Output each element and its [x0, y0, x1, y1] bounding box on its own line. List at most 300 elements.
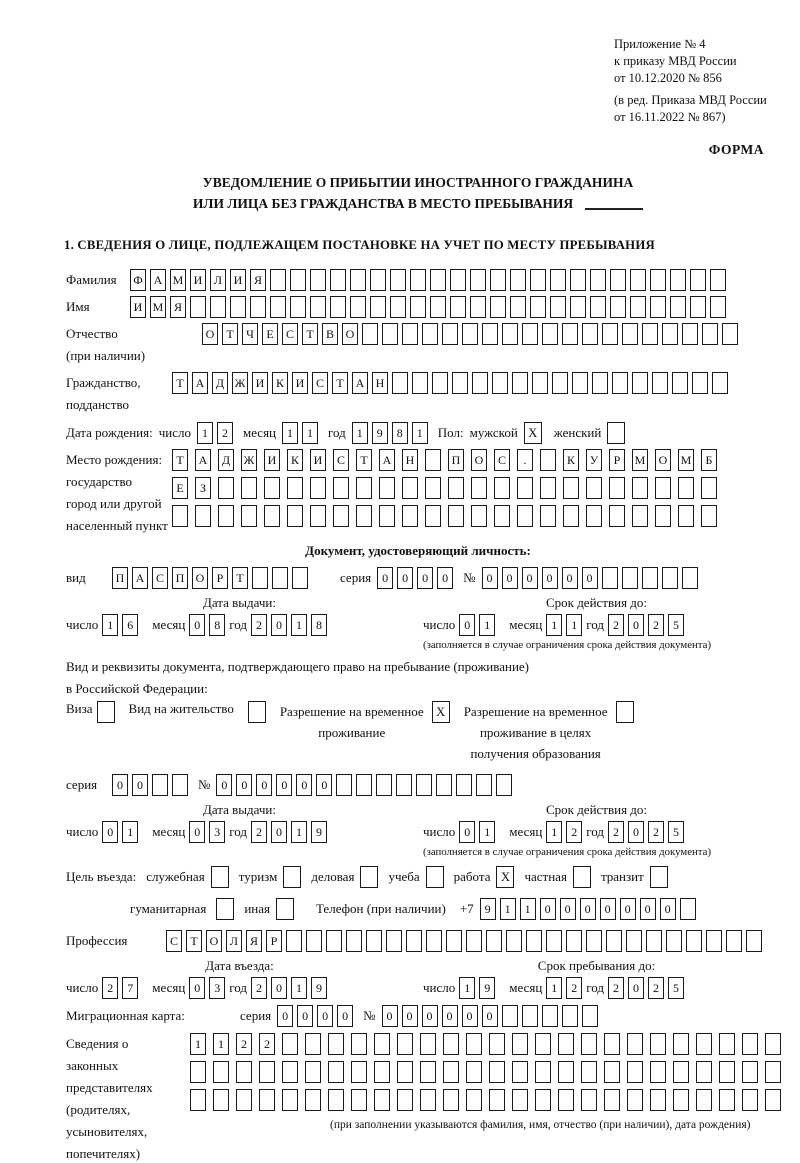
char-cell[interactable] — [535, 1061, 551, 1083]
char-cell[interactable] — [486, 930, 502, 952]
char-cell[interactable]: М — [150, 296, 166, 318]
char-cell[interactable] — [652, 372, 668, 394]
char-cell[interactable]: Т — [172, 372, 188, 394]
char-cell[interactable]: Ж — [232, 372, 248, 394]
purpose-work-checkbox[interactable]: X — [496, 866, 514, 888]
char-cell[interactable] — [602, 323, 618, 345]
char-cell[interactable]: З — [195, 477, 211, 499]
char-cell[interactable]: 1 — [546, 977, 562, 999]
char-cell[interactable] — [482, 323, 498, 345]
char-cell[interactable] — [570, 269, 586, 291]
char-cell[interactable] — [328, 1033, 344, 1055]
char-cell[interactable] — [570, 296, 586, 318]
char-cell[interactable]: 1 — [479, 821, 495, 843]
char-cell[interactable] — [351, 1033, 367, 1055]
char-cell[interactable] — [719, 1089, 735, 1111]
char-cell[interactable]: 0 — [236, 774, 252, 796]
char-cell[interactable]: . — [517, 449, 533, 471]
char-cell[interactable]: Н — [402, 449, 418, 471]
char-cell[interactable]: Д — [218, 449, 234, 471]
char-cell[interactable] — [662, 567, 678, 589]
char-cell[interactable] — [416, 774, 432, 796]
char-cell[interactable] — [765, 1061, 781, 1083]
char-cell[interactable] — [195, 505, 211, 527]
char-cell[interactable] — [306, 930, 322, 952]
char-cell[interactable] — [586, 505, 602, 527]
char-cell[interactable] — [282, 1061, 298, 1083]
char-cell[interactable] — [542, 323, 558, 345]
char-cell[interactable] — [765, 1089, 781, 1111]
char-cell[interactable]: 1 — [102, 614, 118, 636]
char-cell[interactable]: И — [252, 372, 268, 394]
char-cell[interactable] — [374, 1089, 390, 1111]
char-cell[interactable]: 2 — [251, 821, 267, 843]
purpose-official-checkbox[interactable] — [211, 866, 229, 888]
char-cell[interactable] — [586, 477, 602, 499]
char-cell[interactable] — [259, 1089, 275, 1111]
char-cell[interactable] — [282, 1033, 298, 1055]
char-cell[interactable] — [386, 930, 402, 952]
char-cell[interactable]: М — [170, 269, 186, 291]
char-cell[interactable] — [330, 296, 346, 318]
char-cell[interactable] — [264, 505, 280, 527]
char-cell[interactable] — [586, 930, 602, 952]
char-cell[interactable] — [351, 1061, 367, 1083]
char-cell[interactable]: 2 — [566, 977, 582, 999]
char-cell[interactable] — [690, 269, 706, 291]
char-cell[interactable]: И — [130, 296, 146, 318]
char-cell[interactable]: 2 — [648, 614, 664, 636]
char-cell[interactable]: 2 — [102, 977, 118, 999]
char-cell[interactable]: О — [202, 323, 218, 345]
char-cell[interactable]: 1 — [546, 614, 562, 636]
char-cell[interactable] — [402, 505, 418, 527]
char-cell[interactable]: Я — [170, 296, 186, 318]
purpose-private-checkbox[interactable] — [573, 866, 591, 888]
char-cell[interactable]: Ф — [130, 269, 146, 291]
char-cell[interactable] — [471, 477, 487, 499]
char-cell[interactable]: С — [312, 372, 328, 394]
char-cell[interactable] — [397, 1033, 413, 1055]
char-cell[interactable] — [701, 477, 717, 499]
char-cell[interactable] — [696, 1089, 712, 1111]
temp-residence-checkbox[interactable]: X — [432, 701, 450, 723]
char-cell[interactable]: 0 — [296, 774, 312, 796]
char-cell[interactable] — [696, 1061, 712, 1083]
char-cell[interactable]: 0 — [459, 821, 475, 843]
char-cell[interactable] — [546, 930, 562, 952]
char-cell[interactable]: Я — [250, 269, 266, 291]
char-cell[interactable]: 1 — [291, 977, 307, 999]
char-cell[interactable] — [152, 774, 168, 796]
char-cell[interactable] — [655, 505, 671, 527]
char-cell[interactable] — [662, 323, 678, 345]
char-cell[interactable] — [517, 505, 533, 527]
char-cell[interactable] — [392, 372, 408, 394]
char-cell[interactable]: 9 — [479, 977, 495, 999]
char-cell[interactable] — [402, 323, 418, 345]
char-cell[interactable] — [592, 372, 608, 394]
char-cell[interactable] — [627, 1089, 643, 1111]
char-cell[interactable] — [410, 296, 426, 318]
char-cell[interactable] — [472, 372, 488, 394]
char-cell[interactable]: 1 — [213, 1033, 229, 1055]
char-cell[interactable] — [540, 449, 556, 471]
char-cell[interactable] — [701, 505, 717, 527]
char-cell[interactable] — [632, 372, 648, 394]
char-cell[interactable] — [412, 372, 428, 394]
char-cell[interactable] — [706, 930, 722, 952]
char-cell[interactable] — [510, 269, 526, 291]
char-cell[interactable] — [696, 1033, 712, 1055]
char-cell[interactable] — [650, 269, 666, 291]
char-cell[interactable] — [287, 505, 303, 527]
char-cell[interactable] — [530, 269, 546, 291]
char-cell[interactable]: 1 — [479, 614, 495, 636]
char-cell[interactable] — [382, 323, 398, 345]
sex-female-checkbox[interactable] — [607, 422, 625, 444]
char-cell[interactable] — [510, 296, 526, 318]
char-cell[interactable]: Л — [210, 269, 226, 291]
char-cell[interactable] — [190, 296, 206, 318]
char-cell[interactable]: Т — [172, 449, 188, 471]
purpose-study-checkbox[interactable] — [426, 866, 444, 888]
char-cell[interactable] — [218, 477, 234, 499]
char-cell[interactable] — [712, 372, 728, 394]
char-cell[interactable]: 1 — [546, 821, 562, 843]
char-cell[interactable]: 0 — [459, 614, 475, 636]
char-cell[interactable] — [581, 1089, 597, 1111]
char-cell[interactable] — [370, 296, 386, 318]
char-cell[interactable] — [333, 505, 349, 527]
char-cell[interactable] — [562, 1005, 578, 1027]
char-cell[interactable] — [719, 1033, 735, 1055]
temp-residence-edu-checkbox[interactable] — [616, 701, 634, 723]
char-cell[interactable] — [522, 1005, 538, 1027]
char-cell[interactable]: 1 — [459, 977, 475, 999]
char-cell[interactable] — [259, 1061, 275, 1083]
char-cell[interactable]: 5 — [668, 821, 684, 843]
char-cell[interactable]: 2 — [648, 821, 664, 843]
char-cell[interactable] — [550, 269, 566, 291]
char-cell[interactable] — [632, 477, 648, 499]
char-cell[interactable]: 0 — [482, 1005, 498, 1027]
char-cell[interactable]: 0 — [271, 977, 287, 999]
char-cell[interactable]: 0 — [189, 821, 205, 843]
char-cell[interactable] — [610, 269, 626, 291]
char-cell[interactable]: 2 — [217, 422, 233, 444]
char-cell[interactable]: 9 — [311, 977, 327, 999]
char-cell[interactable]: 2 — [608, 821, 624, 843]
char-cell[interactable]: 0 — [316, 774, 332, 796]
char-cell[interactable]: 5 — [668, 614, 684, 636]
char-cell[interactable] — [328, 1089, 344, 1111]
char-cell[interactable] — [346, 930, 362, 952]
char-cell[interactable]: 0 — [442, 1005, 458, 1027]
char-cell[interactable]: О — [342, 323, 358, 345]
char-cell[interactable] — [326, 930, 342, 952]
char-cell[interactable] — [512, 1089, 528, 1111]
char-cell[interactable] — [350, 269, 366, 291]
char-cell[interactable] — [650, 1089, 666, 1111]
char-cell[interactable] — [540, 505, 556, 527]
char-cell[interactable] — [330, 269, 346, 291]
char-cell[interactable]: 3 — [209, 977, 225, 999]
char-cell[interactable]: 1 — [500, 898, 516, 920]
char-cell[interactable]: 0 — [189, 977, 205, 999]
char-cell[interactable] — [379, 477, 395, 499]
char-cell[interactable]: 0 — [542, 567, 558, 589]
char-cell[interactable] — [558, 1061, 574, 1083]
char-cell[interactable] — [678, 477, 694, 499]
char-cell[interactable] — [396, 774, 412, 796]
char-cell[interactable] — [622, 567, 638, 589]
char-cell[interactable] — [442, 323, 458, 345]
char-cell[interactable] — [366, 930, 382, 952]
char-cell[interactable]: 2 — [236, 1033, 252, 1055]
char-cell[interactable] — [602, 567, 618, 589]
char-cell[interactable] — [492, 372, 508, 394]
char-cell[interactable]: 0 — [417, 567, 433, 589]
char-cell[interactable]: Р — [212, 567, 228, 589]
char-cell[interactable] — [765, 1033, 781, 1055]
char-cell[interactable] — [270, 296, 286, 318]
char-cell[interactable]: В — [322, 323, 338, 345]
char-cell[interactable]: 0 — [628, 821, 644, 843]
char-cell[interactable] — [572, 372, 588, 394]
char-cell[interactable] — [622, 323, 638, 345]
char-cell[interactable] — [420, 1061, 436, 1083]
char-cell[interactable]: 0 — [102, 821, 118, 843]
char-cell[interactable] — [236, 1061, 252, 1083]
char-cell[interactable] — [422, 323, 438, 345]
char-cell[interactable] — [379, 505, 395, 527]
char-cell[interactable] — [609, 505, 625, 527]
char-cell[interactable] — [655, 477, 671, 499]
char-cell[interactable]: 1 — [291, 821, 307, 843]
char-cell[interactable] — [604, 1061, 620, 1083]
char-cell[interactable] — [590, 296, 606, 318]
char-cell[interactable] — [406, 930, 422, 952]
char-cell[interactable]: 0 — [522, 567, 538, 589]
char-cell[interactable]: Д — [212, 372, 228, 394]
char-cell[interactable] — [522, 323, 538, 345]
char-cell[interactable] — [466, 930, 482, 952]
char-cell[interactable] — [236, 1089, 252, 1111]
char-cell[interactable] — [512, 372, 528, 394]
char-cell[interactable]: И — [264, 449, 280, 471]
char-cell[interactable] — [582, 323, 598, 345]
char-cell[interactable]: П — [172, 567, 188, 589]
char-cell[interactable] — [452, 372, 468, 394]
char-cell[interactable]: К — [272, 372, 288, 394]
char-cell[interactable]: Т — [356, 449, 372, 471]
char-cell[interactable] — [626, 930, 642, 952]
char-cell[interactable]: 6 — [122, 614, 138, 636]
char-cell[interactable] — [374, 1061, 390, 1083]
char-cell[interactable] — [310, 505, 326, 527]
char-cell[interactable] — [430, 296, 446, 318]
char-cell[interactable] — [272, 567, 288, 589]
char-cell[interactable] — [446, 930, 462, 952]
char-cell[interactable]: С — [494, 449, 510, 471]
char-cell[interactable]: 0 — [482, 567, 498, 589]
char-cell[interactable]: 0 — [256, 774, 272, 796]
char-cell[interactable] — [252, 567, 268, 589]
char-cell[interactable]: 5 — [668, 977, 684, 999]
char-cell[interactable]: 9 — [372, 422, 388, 444]
char-cell[interactable] — [582, 1005, 598, 1027]
char-cell[interactable]: 2 — [608, 977, 624, 999]
char-cell[interactable] — [742, 1033, 758, 1055]
char-cell[interactable]: 0 — [271, 821, 287, 843]
char-cell[interactable] — [290, 269, 306, 291]
char-cell[interactable]: С — [152, 567, 168, 589]
char-cell[interactable] — [581, 1033, 597, 1055]
char-cell[interactable] — [646, 930, 662, 952]
char-cell[interactable] — [397, 1089, 413, 1111]
char-cell[interactable] — [328, 1061, 344, 1083]
char-cell[interactable]: И — [230, 269, 246, 291]
char-cell[interactable] — [470, 269, 486, 291]
char-cell[interactable]: А — [195, 449, 211, 471]
char-cell[interactable]: О — [655, 449, 671, 471]
char-cell[interactable] — [356, 477, 372, 499]
char-cell[interactable]: Р — [609, 449, 625, 471]
char-cell[interactable] — [420, 1089, 436, 1111]
char-cell[interactable]: 0 — [277, 1005, 293, 1027]
char-cell[interactable] — [550, 296, 566, 318]
char-cell[interactable] — [742, 1089, 758, 1111]
char-cell[interactable] — [476, 774, 492, 796]
char-cell[interactable]: Т — [186, 930, 202, 952]
char-cell[interactable] — [678, 505, 694, 527]
char-cell[interactable] — [535, 1033, 551, 1055]
char-cell[interactable] — [425, 505, 441, 527]
char-cell[interactable]: 1 — [291, 614, 307, 636]
char-cell[interactable]: 3 — [209, 821, 225, 843]
char-cell[interactable] — [287, 477, 303, 499]
char-cell[interactable] — [172, 774, 188, 796]
purpose-business-checkbox[interactable] — [360, 866, 378, 888]
char-cell[interactable] — [172, 505, 188, 527]
char-cell[interactable] — [436, 774, 452, 796]
char-cell[interactable] — [604, 1089, 620, 1111]
char-cell[interactable] — [517, 477, 533, 499]
char-cell[interactable]: 8 — [392, 422, 408, 444]
char-cell[interactable]: И — [190, 269, 206, 291]
char-cell[interactable] — [512, 1033, 528, 1055]
char-cell[interactable] — [292, 567, 308, 589]
char-cell[interactable] — [502, 1005, 518, 1027]
char-cell[interactable] — [609, 477, 625, 499]
char-cell[interactable] — [370, 269, 386, 291]
char-cell[interactable]: 2 — [259, 1033, 275, 1055]
char-cell[interactable]: К — [563, 449, 579, 471]
char-cell[interactable] — [526, 930, 542, 952]
char-cell[interactable] — [264, 477, 280, 499]
char-cell[interactable] — [680, 898, 696, 920]
char-cell[interactable] — [190, 1061, 206, 1083]
char-cell[interactable] — [650, 1061, 666, 1083]
char-cell[interactable] — [672, 372, 688, 394]
char-cell[interactable]: Е — [262, 323, 278, 345]
char-cell[interactable] — [496, 774, 512, 796]
char-cell[interactable] — [673, 1033, 689, 1055]
char-cell[interactable]: А — [132, 567, 148, 589]
char-cell[interactable] — [241, 477, 257, 499]
char-cell[interactable] — [462, 323, 478, 345]
char-cell[interactable]: 1 — [282, 422, 298, 444]
char-cell[interactable] — [627, 1033, 643, 1055]
char-cell[interactable] — [333, 477, 349, 499]
char-cell[interactable] — [610, 296, 626, 318]
char-cell[interactable] — [213, 1089, 229, 1111]
char-cell[interactable] — [563, 505, 579, 527]
char-cell[interactable]: 0 — [580, 898, 596, 920]
purpose-transit-checkbox[interactable] — [650, 866, 668, 888]
char-cell[interactable]: О — [192, 567, 208, 589]
char-cell[interactable]: Ч — [242, 323, 258, 345]
char-cell[interactable]: 7 — [122, 977, 138, 999]
char-cell[interactable]: Я — [246, 930, 262, 952]
char-cell[interactable] — [448, 477, 464, 499]
char-cell[interactable]: 0 — [540, 898, 556, 920]
char-cell[interactable] — [562, 323, 578, 345]
char-cell[interactable]: 2 — [566, 821, 582, 843]
char-cell[interactable] — [305, 1089, 321, 1111]
char-cell[interactable]: 1 — [302, 422, 318, 444]
char-cell[interactable]: Т — [232, 567, 248, 589]
char-cell[interactable]: С — [166, 930, 182, 952]
char-cell[interactable] — [650, 1033, 666, 1055]
char-cell[interactable] — [590, 269, 606, 291]
char-cell[interactable] — [542, 1005, 558, 1027]
char-cell[interactable] — [190, 1089, 206, 1111]
char-cell[interactable] — [702, 323, 718, 345]
char-cell[interactable] — [305, 1033, 321, 1055]
char-cell[interactable] — [466, 1033, 482, 1055]
char-cell[interactable] — [490, 296, 506, 318]
char-cell[interactable]: 0 — [560, 898, 576, 920]
char-cell[interactable] — [642, 323, 658, 345]
char-cell[interactable] — [566, 930, 582, 952]
char-cell[interactable]: 0 — [377, 567, 393, 589]
char-cell[interactable] — [489, 1089, 505, 1111]
char-cell[interactable] — [581, 1061, 597, 1083]
char-cell[interactable]: 0 — [562, 567, 578, 589]
char-cell[interactable] — [376, 774, 392, 796]
char-cell[interactable] — [410, 269, 426, 291]
char-cell[interactable] — [489, 1061, 505, 1083]
char-cell[interactable] — [512, 1061, 528, 1083]
char-cell[interactable] — [558, 1033, 574, 1055]
char-cell[interactable] — [425, 477, 441, 499]
char-cell[interactable]: 1 — [520, 898, 536, 920]
char-cell[interactable] — [530, 296, 546, 318]
char-cell[interactable]: 0 — [297, 1005, 313, 1027]
char-cell[interactable] — [710, 269, 726, 291]
char-cell[interactable] — [374, 1033, 390, 1055]
char-cell[interactable] — [270, 269, 286, 291]
char-cell[interactable] — [682, 567, 698, 589]
sex-male-checkbox[interactable]: X — [524, 422, 542, 444]
char-cell[interactable] — [670, 269, 686, 291]
char-cell[interactable]: О — [206, 930, 222, 952]
char-cell[interactable] — [241, 505, 257, 527]
char-cell[interactable] — [742, 1061, 758, 1083]
char-cell[interactable] — [690, 296, 706, 318]
